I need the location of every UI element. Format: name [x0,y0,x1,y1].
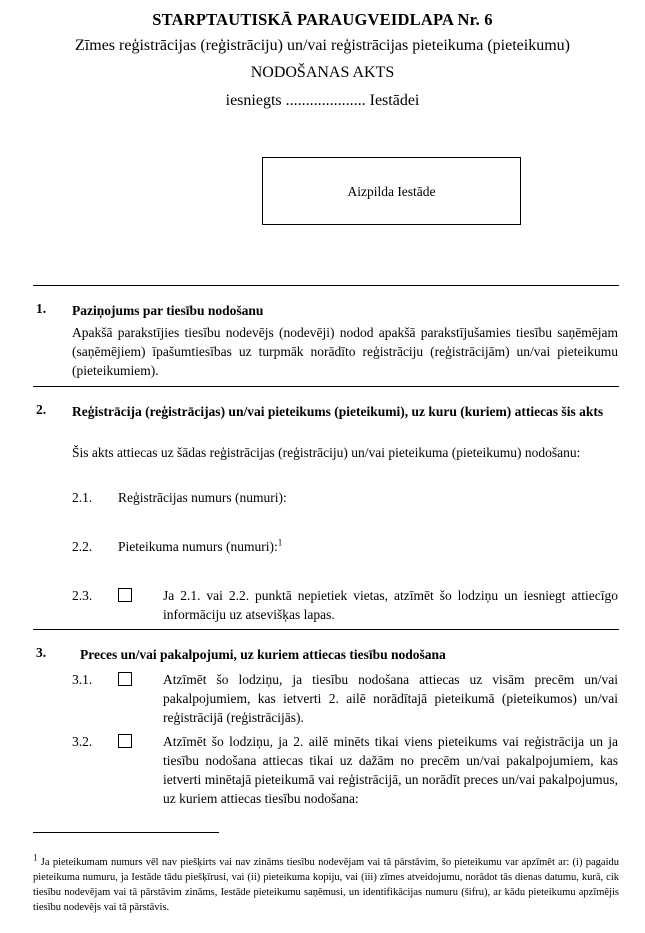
section-1-number: 1. [36,301,47,316]
footnote: $^1$ Ja pieteikumam numurs vēl nav piešķirts vai nav zināms tiesību nodevējam vai tā pārstāvim, šo pieteikumu var apzīmēt ar: (i) pagaidu pieteikuma numuru, ja Iestāde tādu piešķīrusi, vai (ii) pieteikuma kopiju, vai (iii) zīmes atveidojumu, norādot tās dienas datumu, kurā, cik tiesību nodevējam vai tā pārstāvim zināms, Iestāde pieteikumu saņēmusi, un identifikācijas numuru (šifru), ar kādu pieteikumu apzīmējis tiesību nodevējs vai tā pārstāvis. [33,852,619,913]
item-2-3-text: Ja 2.1. vai 2.2. punktā nepietiek vietas, atzīmēt šo lodziņu un iesniegt attiecīgo informāciju uz atsevišķas lapas. [163,588,618,622]
divider [33,386,619,387]
item-3-2-text: Atzīmēt šo lodziņu, ja 2. ailē minēts tikai viens pieteikums vai reģistrācija un ja tiesību nodošana attiecas tikai uz dažām no precēm un/vai pakalpojumiem, kas ietverti minētajā pieteikumā vai reģistrācijā, un norādīt preces un/vai pakalpojumus, uz kuriem attiecas tiesību nodošana: [163,734,618,806]
item-2-2-number: 2.2. [72,539,93,554]
form-subtitle: Zīmes reģistrācijas (reģistrāciju) un/vai reģistrācijas pieteikuma (pieteikumu) [75,37,570,54]
section-1-heading: Paziņojums par tiesību nodošanu [72,303,264,318]
insufficient-space-checkbox[interactable] [118,588,132,602]
office-use-box [262,157,521,225]
section-3-heading: Preces un/vai pakalpojumi, uz kuriem attiecas tiesību nodošana [80,647,446,662]
item-2-3-number: 2.3. [72,588,93,603]
office-use-label: Aizpilda Iestāde [347,184,436,199]
item-3-2-number: 3.2. [72,734,93,749]
submitted-to-line: iesniegts .................... Iestādei [225,92,420,109]
item-3-1-text: Atzīmēt šo lodziņu, ja tiesību nodošana attiecas uz visām precēm un/vai pakalpojumiem, kas ietverti 2. ailē norādītajā pieteikumā (pieteikumos) un/vai reģistrācijā (reģistrācijās). [163,672,618,725]
some-goods-checkbox[interactable] [118,734,132,748]
section-1-text: Apakšā parakstījies tiesību nodevējs (nodevēji) nodod apakšā parakstījušamies tiesību saņēmējam (saņēmējiem) īpašumtiesības uz turpmāk norādīto reģistrāciju (reģistrācijām) un/vai pieteikumu (pieteikumiem). [72,325,618,378]
footnote-separator [33,832,219,833]
registration-numbers-label: Reģistrācijas numurs (numuri): [118,490,287,505]
form-title: STARPTAUTISKĀ PARAUGVEIDLAPA Nr. 6 [152,10,493,29]
item-3-1-number: 3.1. [72,672,93,687]
section-2-number: 2. [36,402,47,417]
item-2-1-number: 2.1. [72,490,93,505]
footnote-ref: 1 [277,537,283,548]
application-numbers-label: Pieteikuma numurs (numuri):$^1$ [118,537,283,554]
divider [33,285,619,286]
section-3-number: 3. [36,645,47,660]
footnote-marker: 1 [33,852,38,863]
document-type: NODOŠANAS AKTS [250,64,395,81]
divider [33,629,619,630]
section-2-heading: Reģistrācija (reģistrācijas) un/vai pieteikums (pieteikumi), uz kuru (kuriem) attiecas šis akts [72,404,604,419]
all-goods-checkbox[interactable] [118,672,132,686]
section-2-text: Šis akts attiecas uz šādas reģistrācijas (reģistrāciju) un/vai pieteikuma (pieteikumu) nodošanu: [72,445,581,460]
